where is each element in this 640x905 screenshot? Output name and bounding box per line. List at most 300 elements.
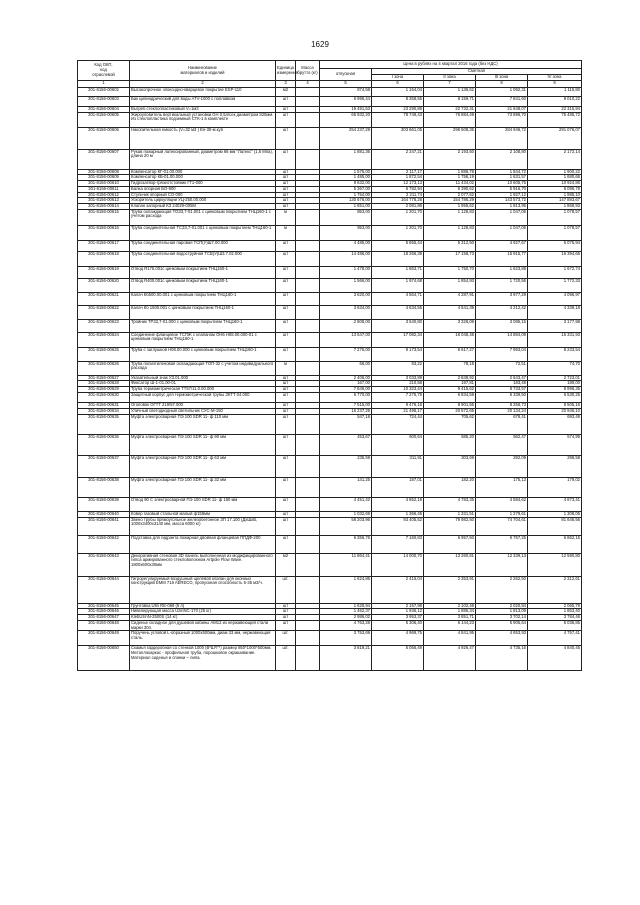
- page-number: 1629: [311, 40, 329, 49]
- header-unit: Единица измерения: [276, 61, 296, 81]
- item-name: Тройник ТР33,7-01.000 с цинковым покрытием ТНЦ160-1: [130, 319, 276, 332]
- price-table: [77, 60, 582, 671]
- price-release: 1 881,36: [320, 149, 372, 169]
- item-mass: [296, 292, 320, 305]
- price-release: 58 203,96: [320, 517, 372, 535]
- table-row: [78, 517, 582, 535]
- item-name: Декоративная стеновая 3D панель выполненная из модифицированного гипса армированного стекловолокном Artpole Flow Wave. 1800х600х30мм: [130, 553, 276, 576]
- item-name: Балка опорная БО-900: [130, 186, 276, 192]
- price-zone1: 1 863,71: [372, 266, 424, 278]
- item-code: 301-8156-00640: [78, 512, 130, 518]
- price-release: 1 754,00: [320, 192, 372, 198]
- item-name: Защитный корпус для термометрической трубы ЗКТТ 04.000: [130, 393, 276, 403]
- item-mass: [296, 305, 320, 319]
- price-release: 6 356,76: [320, 535, 372, 553]
- item-unit: шт: [276, 387, 296, 393]
- price-zone2: 296 508,35: [424, 127, 476, 149]
- price-release: 66,00: [320, 361, 372, 375]
- price-release: 1 032,69: [320, 512, 372, 518]
- price-release: 4 485,00: [320, 240, 372, 251]
- item-name: Выгреб стеклопластиковый V=1м3: [130, 107, 276, 113]
- price-zone1: 1 974,68: [372, 278, 424, 292]
- price-zone1: 4 852,19: [372, 498, 424, 512]
- price-zone3: 72,51: [476, 361, 528, 375]
- price-zone4: 2 065,78: [528, 603, 582, 609]
- price-release: 3 753,69: [320, 631, 372, 646]
- item-code: 301-8156-00638: [78, 478, 130, 498]
- item-code: 301-8156-00613: [78, 198, 130, 204]
- price-zone3: 143 573,72: [476, 198, 528, 204]
- price-zone2: 2 849,92: [424, 375, 476, 381]
- price-zone3: 1 279,61: [476, 512, 528, 518]
- price-zone1: 5 655,44: [372, 240, 424, 251]
- price-zone2: 17 158,73: [424, 251, 476, 266]
- price-zone2: 303,69: [424, 456, 476, 478]
- item-code: 301-8156-00618: [78, 251, 130, 266]
- price-zone2: 4 541,39: [424, 305, 476, 319]
- price-zone4: 6 530,25: [528, 393, 582, 403]
- item-unit: шт.: [276, 646, 296, 671]
- price-zone3: 2 020,84: [476, 603, 528, 609]
- table-row: [78, 646, 582, 671]
- item-mass: [296, 393, 320, 403]
- price-zone3: 8 733,57: [476, 387, 528, 393]
- price-zone2: 5 312,50: [424, 240, 476, 251]
- price-zone4: 291 076,07: [528, 127, 582, 149]
- price-zone4: 298,58: [528, 456, 582, 478]
- price-zone4: 693,49: [528, 415, 582, 435]
- price-release: 6 996,44: [320, 97, 372, 107]
- item-mass: [296, 319, 320, 332]
- item-mass: [296, 361, 320, 375]
- price-zone3: 15 915,77: [476, 251, 528, 266]
- item-name: Муфта электросварная ПЭ 100 SDR 11- ф 110 мм: [130, 415, 276, 435]
- item-mass: [296, 517, 320, 535]
- price-release: 3 819,21: [320, 646, 372, 671]
- item-unit: шт: [276, 305, 296, 319]
- item-mass: [296, 553, 320, 576]
- price-zone3: 5 916,70: [476, 186, 528, 192]
- price-zone3: 284 946,72: [476, 127, 528, 149]
- price-release: 2 986,02: [320, 615, 372, 621]
- item-unit: м: [276, 225, 296, 240]
- price-zone2: 1 955,62: [424, 203, 476, 209]
- item-name: Калач Кб 1500.001 с цинковым покрытием ТНЦ160-1: [130, 305, 276, 319]
- item-name: Рукав пожарный латексированный, диаметром 66 мм "Латекс" (1,6 Мпа), длина 20 м: [130, 149, 276, 169]
- price-zone2: 8 617,27: [424, 347, 476, 361]
- item-code: 301-8156-00607: [78, 149, 130, 169]
- table-row: [78, 149, 582, 169]
- price-zone2: 3 851,71: [424, 615, 476, 621]
- item-unit: шт: [276, 403, 296, 409]
- item-name: Поручень угловой L-образный 1000х500мм, диам 33 мм, нержавеющая сталь.: [130, 631, 276, 646]
- price-zone4: 147 893,67: [528, 198, 582, 204]
- item-name: Клапан запорный КЗ 24029-005М: [130, 203, 276, 209]
- item-unit: шт: [276, 535, 296, 553]
- item-name: Накопительная емкость (V=32 м3 ) Ен-30-м.куб: [130, 127, 276, 149]
- price-zone1: 78 749,43: [372, 112, 424, 127]
- item-code: 301-8156-00634: [78, 409, 130, 415]
- item-name: Отвод R400.001с цинковым покрытием ТНЦ160-1: [130, 278, 276, 292]
- item-code: 301-8156-00608: [78, 169, 130, 175]
- item-unit: шт: [276, 512, 296, 518]
- item-unit: шт: [276, 266, 296, 278]
- price-zone3: 2 262,50: [476, 576, 528, 603]
- item-unit: шт: [276, 381, 296, 387]
- price-zone4: 1 900,22: [528, 169, 582, 175]
- item-unit: шт.: [276, 631, 296, 646]
- item-name: Труба соединительная водоструйная ТСВ(У)Ш3.7.02.000: [130, 251, 276, 266]
- item-code: 301-8156-00642: [78, 535, 130, 553]
- item-name: Труба полиэтиленовая охлаждающая ТОП-32 с учетом индивидуального расхода: [130, 361, 276, 375]
- price-zone2: 1 136,62: [424, 88, 476, 97]
- table-row: [78, 456, 582, 478]
- price-zone2: 6 957,50: [424, 535, 476, 553]
- price-zone2: 1 128,83: [424, 209, 476, 225]
- item-name: Оголовок ОГТТ 219/57.000: [130, 403, 276, 409]
- item-name: Ускоритель циркуляции УЦ-250.00.000: [130, 198, 276, 204]
- price-zone4: 189,00: [528, 381, 582, 387]
- price-zone2: 4 841,95: [424, 631, 476, 646]
- price-zone1: 1 872,54: [372, 175, 424, 181]
- price-zone3: 73 896,70: [476, 112, 528, 127]
- price-zone4: 1 772,33: [528, 278, 582, 292]
- price-zone3: 4 735,16: [476, 646, 528, 671]
- item-code: 301-8156-00637: [78, 456, 130, 478]
- price-zone1: 18 266,39: [372, 251, 424, 266]
- item-mass: [296, 631, 320, 646]
- table-row: [78, 278, 582, 292]
- price-release: 1 485,00: [320, 175, 372, 181]
- price-zone4: 2 723,01: [528, 375, 582, 381]
- price-release: 65 932,20: [320, 112, 372, 127]
- price-zone4: 574,99: [528, 435, 582, 456]
- price-zone4: 5 075,94: [528, 240, 582, 251]
- table-row: [78, 435, 582, 456]
- price-zone1: 3 540,80: [372, 319, 424, 332]
- price-zone4: 3 177,98: [528, 319, 582, 332]
- price-zone4: 1 078,57: [528, 209, 582, 225]
- price-zone3: 1 844,72: [476, 169, 528, 175]
- price-zone3: 74 704,61: [476, 517, 528, 535]
- item-name: Бак цилиндрический для воды АТV-1000 с поплавком: [130, 97, 276, 107]
- item-unit: шт: [276, 112, 296, 127]
- price-zone3: 4 653,93: [476, 631, 528, 646]
- price-release: 254 237,29: [320, 127, 372, 149]
- item-code: 301-8156-00627: [78, 375, 130, 381]
- price-zone1: 4 564,71: [372, 292, 424, 305]
- item-name: Указательный знак УЗ.01.000: [130, 375, 276, 381]
- item-unit: шт: [276, 107, 296, 113]
- price-zone3: 183,48: [476, 381, 528, 387]
- item-mass: [296, 251, 320, 266]
- item-unit: шт: [276, 198, 296, 204]
- price-zone2: 79 982,50: [424, 517, 476, 535]
- item-mass: [296, 127, 320, 149]
- item-code: 301-8156-00644: [78, 576, 130, 603]
- price-zone3: 20 134,24: [476, 409, 528, 415]
- table-row: [78, 576, 582, 603]
- item-unit: шт: [276, 603, 296, 609]
- item-mass: [296, 278, 320, 292]
- item-mass: [296, 456, 320, 478]
- item-code: 301-8156-00635: [78, 415, 130, 435]
- price-zone2: 2 193,50: [424, 149, 476, 169]
- item-code: 301-8156-00626: [78, 361, 130, 375]
- price-zone3: 175,13: [476, 478, 528, 498]
- item-unit: шт: [276, 278, 296, 292]
- item-unit: шт: [276, 456, 296, 478]
- item-name: Отвод 90 С электросварной ПЭ 100 SDR 11- ф 160 мм: [130, 498, 276, 512]
- item-unit: шт: [276, 127, 296, 149]
- price-zone2: 16 046,48: [424, 332, 476, 347]
- price-zone3: 678,41: [476, 415, 528, 435]
- price-zone1: 724,44: [372, 415, 424, 435]
- item-mass: [296, 415, 320, 435]
- item-mass: [296, 97, 320, 107]
- item-mass: [296, 209, 320, 225]
- item-mass: [296, 576, 320, 603]
- price-zone1: 21 498,17: [372, 409, 424, 415]
- price-release: 235,59: [320, 456, 372, 478]
- price-zone1: 2 211,74: [372, 192, 424, 198]
- item-unit: м2: [276, 88, 296, 97]
- item-code: 301-8156-00614: [78, 203, 130, 209]
- item-unit: шт: [276, 517, 296, 535]
- price-release: 4 763,28: [320, 620, 372, 630]
- price-zone1: 6 782,94: [372, 186, 424, 192]
- item-name: Высокопрочное эпоксидно-кварцевое покрытие ESP-110: [130, 88, 276, 97]
- price-zone4: 8 010,22: [528, 97, 582, 107]
- item-mass: [296, 498, 320, 512]
- table-row: [78, 535, 582, 553]
- price-zone4: 1 308,05: [528, 512, 582, 518]
- price-zone2: 78,18: [424, 361, 476, 375]
- price-zone3: 7 993,04: [476, 347, 528, 361]
- table-row: [78, 553, 582, 576]
- item-code: 301-8156-00602: [78, 88, 130, 97]
- item-code: 301-8156-00631: [78, 403, 130, 409]
- table-row: [78, 332, 582, 347]
- price-zone1: 7 275,79: [372, 393, 424, 403]
- price-zone4: 6 096,78: [528, 186, 582, 192]
- item-name: Уличный светодиодный светильник СУС-М-150: [130, 409, 276, 415]
- item-mass: [296, 332, 320, 347]
- item-code: 301-8156-00641: [78, 517, 130, 535]
- item-code: 301-8156-00616: [78, 225, 130, 240]
- item-name: Звено трубы прямоугольное железобетонное ЗП 17.100 (ДхШхВ, 1000х3400х3140 мм, масса 6000 кг): [130, 517, 276, 535]
- item-name: Отвод R175.001с цинковым покрытием ТНЦ160-1: [130, 266, 276, 278]
- price-zone1: 4 969,75: [372, 631, 424, 646]
- item-unit: шт: [276, 347, 296, 361]
- price-zone4: 3 784,46: [528, 615, 582, 621]
- price-zone2: 8 901,55: [424, 403, 476, 409]
- header-release: отпускная: [320, 69, 372, 81]
- item-code: 301-8156-00606: [78, 127, 130, 149]
- price-zone4: 2 172,14: [528, 149, 582, 169]
- table-row: [78, 112, 582, 127]
- table-row: [78, 498, 582, 512]
- price-zone2: 4 783,35: [424, 498, 476, 512]
- price-release: 19 491,53: [320, 107, 372, 113]
- item-code: 301-8156-00639: [78, 498, 130, 512]
- price-zone2: 1 331,51: [424, 512, 476, 518]
- price-zone2: 1 886,78: [424, 169, 476, 175]
- item-unit: шт: [276, 620, 296, 630]
- price-zone4: 1 985,10: [528, 192, 582, 198]
- item-name: Калач Кб500.00.001 с цинковым покрытием ТНЦ160-1: [130, 292, 276, 305]
- table-row: [78, 209, 582, 225]
- item-mass: [296, 535, 320, 553]
- item-name: Муфта электросварная ПЭ 100 SDR 11- ф 32 мм: [130, 478, 276, 498]
- price-zone1: 2 117,17: [372, 169, 424, 175]
- item-name: Гидрозатвор-грязеотстойник ГГ1-000: [130, 181, 276, 187]
- item-code: 301-8156-00630: [78, 393, 130, 403]
- header-zone2: II зона: [424, 75, 476, 81]
- price-zone1: 93 405,52: [372, 517, 424, 535]
- price-zone2: 20 572,65: [424, 409, 476, 415]
- item-code: 301-8156-00643: [78, 553, 130, 576]
- table-row: [78, 127, 582, 149]
- price-release: 2 808,00: [320, 319, 372, 332]
- price-zone4: 16 394,65: [528, 251, 582, 266]
- item-unit: шт: [276, 393, 296, 403]
- price-release: 16 237,29: [320, 409, 372, 415]
- price-release: 14 486,00: [320, 251, 372, 266]
- price-zone1: 2 416,04: [372, 576, 424, 603]
- price-release: 11 864,41: [320, 553, 372, 576]
- item-code: 301-8156-00648: [78, 620, 130, 630]
- item-code: 301-8156-00650: [78, 646, 130, 671]
- price-zone4: 1 672,74: [528, 266, 582, 278]
- price-zone4: 4 757,41: [528, 631, 582, 646]
- price-release: 1 575,00: [320, 169, 372, 175]
- price-zone1: 1 936,12: [372, 609, 424, 615]
- table-row: [78, 620, 582, 630]
- item-mass: [296, 435, 320, 456]
- price-zone2: 76 884,49: [424, 112, 476, 127]
- price-zone1: 303 661,05: [372, 127, 424, 149]
- item-code: 301-8156-00605: [78, 112, 130, 127]
- table-header: [78, 61, 582, 88]
- item-mass: [296, 88, 320, 97]
- price-zone1: 3 953,37: [372, 615, 424, 621]
- price-zone1: 5 306,40: [372, 620, 424, 630]
- header-zone4: IV зона: [528, 75, 582, 81]
- item-unit: шт: [276, 292, 296, 305]
- header-code: Код ОКП, код отраслевой: [78, 61, 130, 81]
- price-zone3: 4 927,67: [476, 240, 528, 251]
- price-release: 1 624,86: [320, 576, 372, 603]
- item-name: Компенсатор КБ-01.00.000: [130, 175, 276, 181]
- item-unit: м: [276, 209, 296, 225]
- price-zone4: 1 078,57: [528, 225, 582, 240]
- price-zone1: 3 033,89: [372, 375, 424, 381]
- price-zone2: 2 102,48: [424, 603, 476, 609]
- table-row: [78, 347, 582, 361]
- item-unit: шт: [276, 609, 296, 615]
- price-zone1: 5 056,49: [372, 646, 424, 671]
- price-zone1: 2 157,98: [372, 603, 424, 609]
- item-name: Компенсатор КГ-01.00.000: [130, 169, 276, 175]
- item-name: Стульчик опорный СО-000: [130, 192, 276, 198]
- price-zone3: 4 212,42: [476, 305, 528, 319]
- price-zone1: 7 160,83: [372, 535, 424, 553]
- price-zone1: 1 201,70: [372, 209, 424, 225]
- price-zone4: 6 036,85: [528, 620, 582, 630]
- price-zone2: 6 390,62: [424, 186, 476, 192]
- price-zone1: 4 634,55: [372, 305, 424, 319]
- item-mass: [296, 225, 320, 240]
- price-zone3: 21 848,07: [476, 107, 528, 113]
- item-unit: шт: [276, 615, 296, 621]
- item-unit: м2: [276, 553, 296, 576]
- item-name: Труба термометрическая ТТ57/11.0.00.000: [130, 387, 276, 393]
- table-row: [78, 266, 582, 278]
- item-code: 301-8156-00615: [78, 209, 130, 225]
- item-unit: шт: [276, 332, 296, 347]
- item-code: 301-8156-00603: [78, 97, 130, 107]
- price-zone3: 7 841,60: [476, 97, 528, 107]
- price-release: 1 478,00: [320, 266, 372, 278]
- price-zone1: 9 173,54: [372, 347, 424, 361]
- price-zone2: 8 159,71: [424, 97, 476, 107]
- price-release: 453,67: [320, 435, 372, 456]
- price-zone2: 9 415,62: [424, 387, 476, 393]
- price-release: 547,18: [320, 415, 372, 435]
- price-zone1: 10 323,44: [372, 387, 424, 393]
- price-zone2: 705,62: [424, 415, 476, 435]
- table-row: [78, 240, 582, 251]
- item-unit: шт: [276, 251, 296, 266]
- price-zone3: 1 720,56: [476, 278, 528, 292]
- price-zone1: 2 081,86: [372, 203, 424, 209]
- price-release: 7 515,00: [320, 403, 372, 409]
- table-row: [78, 415, 582, 435]
- price-zone1: 8 358,55: [372, 97, 424, 107]
- price-zone2: 3 326,09: [424, 319, 476, 332]
- price-zone1: 1 366,45: [372, 512, 424, 518]
- price-zone3: 1 047,06: [476, 225, 528, 240]
- price-zone1: 23 290,88: [372, 107, 424, 113]
- price-zone2: 1 750,70: [424, 266, 476, 278]
- price-zone4: 2 312,61: [528, 576, 582, 603]
- price-release: 5 770,00: [320, 393, 372, 403]
- price-zone2: 6 834,59: [424, 393, 476, 403]
- item-name: Труба с заглушкой Н08.00.000 с цинковым покрытием ТНЦ160-1: [130, 347, 276, 361]
- price-zone3: 1 813,95: [476, 203, 528, 209]
- price-zone3: 14 884,09: [476, 332, 528, 347]
- item-code: 301-8156-00604: [78, 107, 130, 113]
- price-zone4: 10 924,86: [528, 181, 582, 187]
- price-zone2: 197,81: [424, 381, 476, 387]
- price-release: 3 634,00: [320, 305, 372, 319]
- header-zone1: I зона: [372, 75, 424, 81]
- price-release: 1 651,00: [320, 203, 372, 209]
- item-name: Скамья гардеробная со стенкой 1000 (В*Ш*Г*) размер 850*1000*500мм. Металлокаркас - профильная труба, порошковое окрашивание. Материал сиденья и спинки – липа.: [130, 646, 276, 671]
- item-code: 301-8156-00647: [78, 615, 130, 621]
- item-unit: шт: [276, 498, 296, 512]
- item-name: Фиксатор Ш-1-01.00-01: [130, 381, 276, 387]
- price-zone3: 12 339,13: [476, 553, 528, 576]
- item-code: 301-8156-00617: [78, 240, 130, 251]
- item-name: Сиденье складное для душевой кабины АМ12 из нержавеющей стали марки 304.: [130, 620, 276, 630]
- table-row: [78, 631, 582, 646]
- item-name: Соединение фланцевое ТСПЖ с клапаном ОН6 Н08.00.000-01 с цинковым покрытием ТНЦ160-1: [130, 332, 276, 347]
- price-zone3: 5 905,64: [476, 620, 528, 630]
- table-row: [78, 305, 582, 319]
- price-zone2: 13 260,81: [424, 553, 476, 576]
